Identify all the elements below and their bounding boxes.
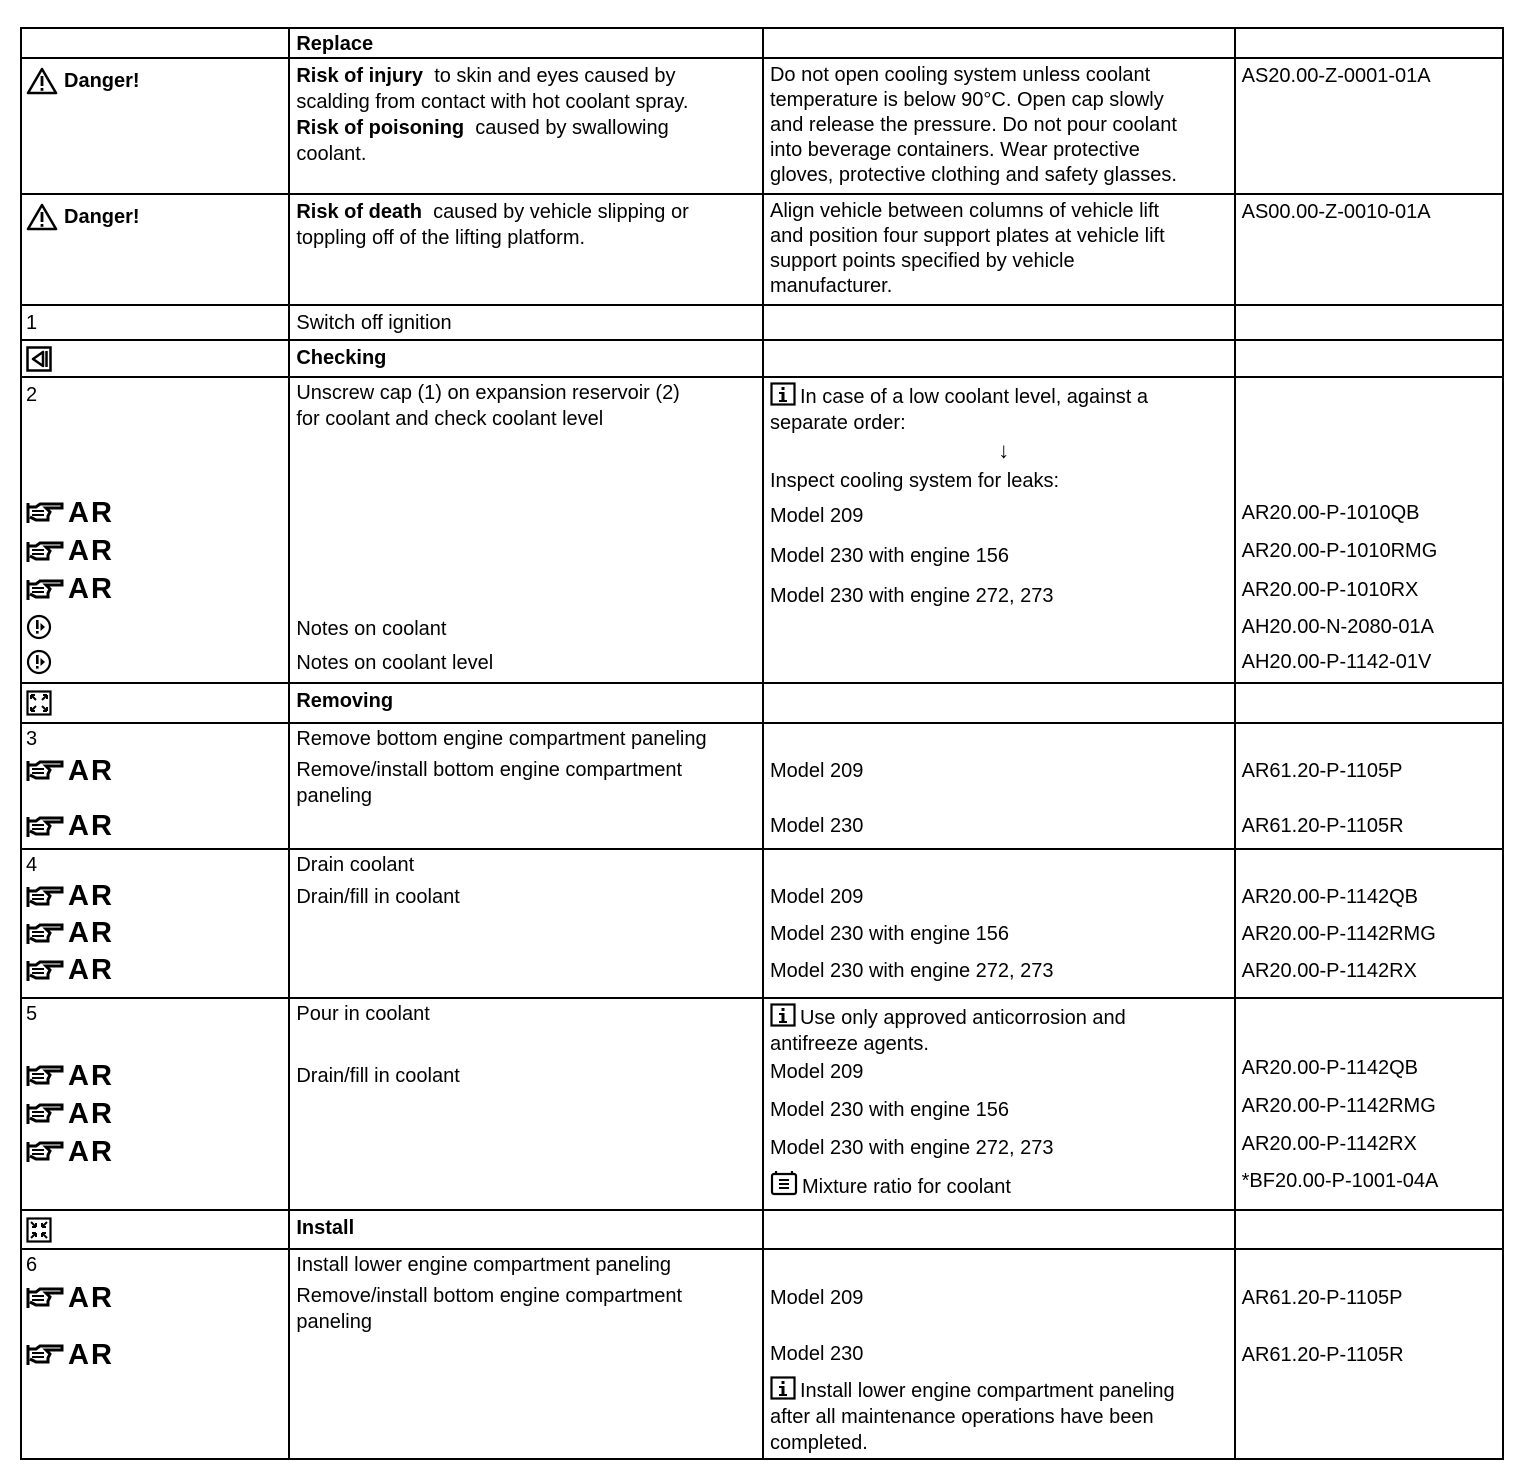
ar-reference-symbol: AR [26,1095,282,1133]
risk-death-line1: Risk of death caused by vehicle slipping or [296,201,689,223]
model-text: Model 230 [769,1343,864,1366]
ar-reference-symbol: AR [26,878,282,915]
info-line: Use only approved anticorrosion and [770,1001,1228,1031]
danger-measure-line: support points specified by vehicle [769,250,1075,272]
pointing-hand-icon [26,1101,66,1127]
info-icon [770,1003,796,1027]
ar-reference-symbol: AR [26,752,282,791]
model-text: Model 230 with engine 156 [769,545,1010,567]
ar-reference-symbol: AR [26,533,282,571]
danger-measure-line: Do not open cooling system unless coolant [769,64,1151,86]
danger-row-coolant [21,58,1503,194]
ar-reference-symbol: AR [26,1057,282,1095]
step-text: Switch off ignition [296,312,452,334]
header-row [21,28,1503,58]
step-1-row [21,305,1503,340]
pointing-hand-icon [26,1139,66,1165]
document-reference-link[interactable]: AR20.00-P-1010RMG [1241,540,1438,563]
warning-triangle-icon [26,67,58,95]
risk-injury-line1: Risk of injury to skin and eyes caused by [296,65,676,87]
document-reference-link[interactable]: AR61.20-P-1105P [1241,759,1403,782]
pointing-hand-icon [26,500,66,526]
ar-reference-symbol: AR [26,1278,282,1318]
info-line: after all maintenance operations have been [769,1405,1154,1428]
model-text: Model 209 [769,759,864,782]
pointing-hand-icon [26,1063,66,1089]
model-text: Model 209 [769,505,864,527]
document-reference-link[interactable]: AR61.20-P-1105R [1241,815,1404,838]
step-number: 2 [26,384,38,406]
step-number: 1 [26,312,38,334]
step-3-row [21,723,1503,849]
section-title: Install [296,1217,355,1239]
ar-reference-symbol: AR [26,571,282,609]
step-subtext: Remove/install bottom engine compartment [296,759,683,781]
danger-measure-line: temperature is below 90°C. Open cap slowly [769,89,1164,111]
document-reference-link[interactable]: AR20.00-P-1142RX [1241,1133,1417,1155]
pointing-hand-icon [26,958,66,984]
step-subtext: Remove/install bottom engine compartment [296,1285,683,1307]
danger-measure-line: and release the pressure. Do not pour coolant [769,114,1177,136]
section-title: Checking [296,347,387,369]
document-reference-link[interactable]: AH20.00-P-1142-01V [1241,651,1432,674]
step-6-row [21,1249,1503,1459]
removing-symbol-icon [26,690,52,716]
repair-procedure-table [20,27,1504,1460]
inspect-text: Inspect cooling system for leaks: [769,470,1059,492]
document-reference-link[interactable]: AR20.00-P-1142RMG [1241,922,1436,945]
step-text: Unscrew cap (1) on expansion reservoir (2) [296,382,680,404]
info-line: antifreeze agents. [769,1033,929,1055]
info-line: separate order: [769,412,906,434]
document-reference-link[interactable]: AR20.00-P-1010RX [1241,578,1419,601]
info-icon [770,1376,796,1400]
info-icon [770,382,796,406]
step-5-row [21,998,1503,1210]
step-4-row [21,849,1503,998]
model-text: Model 209 [769,1286,864,1309]
danger-measure-line: manufacturer. [769,275,893,297]
pointing-hand-icon [26,1285,66,1311]
danger-measure-line: into beverage containers. Wear protective [769,139,1140,161]
document-reference-link[interactable]: AR20.00-P-1142RMG [1241,1095,1436,1117]
install-symbol-icon [26,1217,52,1243]
step-text: Install lower engine compartment paneling [296,1254,672,1276]
step-text: Remove bottom engine compartment paneling [296,728,707,750]
info-line: completed. [769,1431,868,1454]
ar-reference-symbol: AR [26,952,282,989]
step-number: 3 [26,728,38,750]
danger-ref: AS00.00-Z-0010-01A [1241,201,1431,223]
note-text: Notes on coolant [296,617,447,640]
danger-measure-line: gloves, protective clothing and safety glasses. [769,164,1177,186]
step-2-row [21,377,1503,683]
document-reference-link[interactable]: AR20.00-P-1142QB [1241,1057,1419,1079]
step-number: 5 [26,1003,38,1025]
danger-label: Danger! [26,61,282,101]
info-line: In case of a low coolant level, against a [770,380,1228,410]
document-reference-link[interactable]: AH20.00-N-2080-01A [1241,615,1434,638]
step-text: Pour in coolant [296,1003,430,1025]
note-text: Notes on coolant level [296,651,494,674]
step-number: 4 [26,854,38,876]
step-text: Drain coolant [296,854,415,876]
risk-death-line2: toppling off of the lifting platform. [296,227,586,249]
danger-ref: AS20.00-Z-0001-01A [1241,65,1431,87]
document-reference-link[interactable]: *BF20.00-P-1001-04A [1241,1170,1439,1192]
section-install-row [21,1210,1503,1249]
note-circle-icon [26,649,52,675]
step-subtext: paneling [296,1311,372,1333]
header-replace: Replace [296,33,374,55]
section-checking-row [21,340,1503,377]
step-text: for coolant and check coolant level [296,408,604,430]
pointing-hand-icon [26,1342,66,1368]
arrow-down-icon: ↓ [998,438,1010,463]
danger-measure-line: and position four support plates at vehicle lift [769,225,1165,247]
ar-reference-symbol: AR [26,1335,282,1375]
model-text: Model 209 [769,885,864,908]
model-text: Model 230 with engine 156 [769,922,1010,945]
model-text: Model 230 with engine 272, 273 [769,1137,1054,1159]
section-removing-row [21,683,1503,723]
info-line: Install lower engine compartment paneling [770,1374,1228,1404]
ar-reference-symbol: AR [26,915,282,952]
model-text: Model 209 [769,1061,864,1083]
section-title: Removing [296,690,394,712]
risk-injury-line2: scalding from contact with hot coolant spray. [296,91,689,113]
model-text: Model 230 with engine 272, 273 [769,959,1054,982]
pointing-hand-icon [26,814,66,840]
pointing-hand-icon [26,921,66,947]
pointing-hand-icon [26,884,66,910]
danger-measure-line: Align vehicle between columns of vehicle lift [769,200,1160,222]
step-subtext: Drain/fill in coolant [296,885,460,908]
ar-reference-symbol: AR [26,494,282,532]
danger-row-lift [21,194,1503,305]
step-number: 6 [26,1254,38,1276]
mixture-ratio-line: Mixture ratio for coolant [770,1167,1228,1203]
checking-symbol-icon [26,346,52,372]
pointing-hand-icon [26,539,66,565]
step-subtext: paneling [296,785,372,807]
risk-poisoning-line1: Risk of poisoning caused by swallowing [296,117,669,139]
ar-reference-symbol: AR [26,1133,282,1171]
ar-reference-symbol: AR [26,807,282,846]
note-circle-icon [26,614,52,640]
danger-label: Danger! [26,197,282,237]
step-subtext: Drain/fill in coolant [296,1065,460,1087]
risk-poisoning-line2: coolant. [296,143,367,165]
pointing-hand-icon [26,758,66,784]
warning-triangle-icon [26,203,58,231]
model-text: Model 230 [769,815,864,838]
document-reference-link[interactable]: AR20.00-P-1142QB [1241,885,1419,908]
document-reference-link[interactable]: AR20.00-P-1142RX [1241,959,1417,982]
document-reference-link[interactable]: AR61.20-P-1105P [1241,1287,1403,1309]
document-reference-link[interactable]: AR20.00-P-1010QB [1241,501,1420,524]
model-text: Model 230 with engine 156 [769,1099,1010,1121]
pointing-hand-icon [26,577,66,603]
document-reference-link[interactable]: AR61.20-P-1105R [1241,1344,1404,1366]
mixture-ratio-icon [770,1170,798,1196]
model-text: Model 230 with engine 272, 273 [769,585,1054,607]
